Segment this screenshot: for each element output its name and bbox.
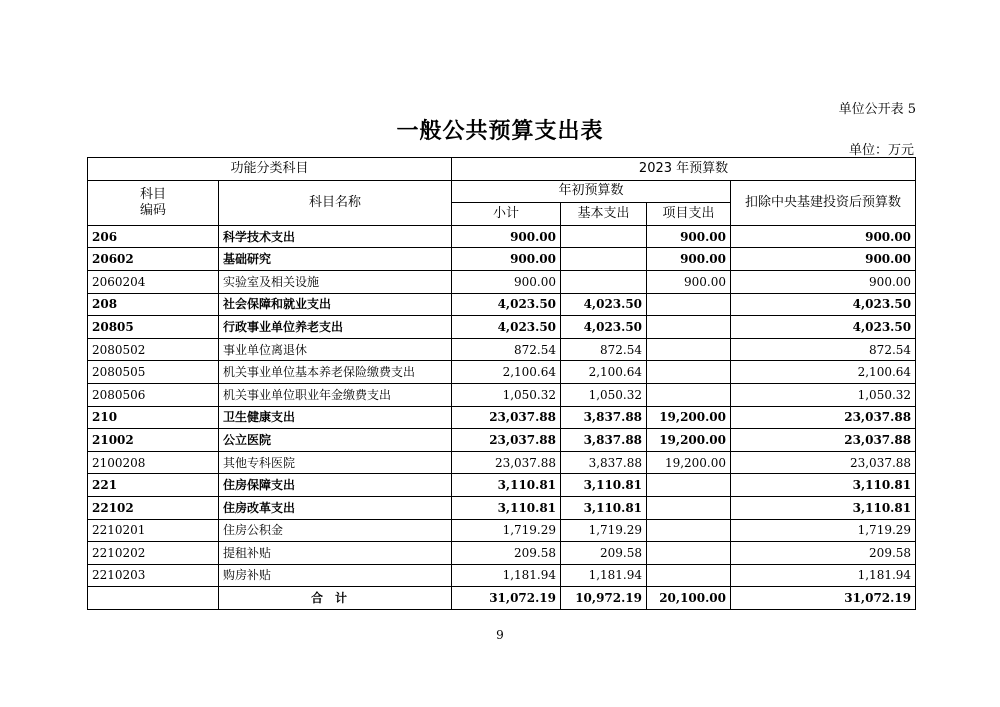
row-project: [647, 361, 731, 384]
row-code: 2080505: [88, 361, 219, 384]
row-after-deduct: 4,023.50: [731, 293, 916, 316]
row-project: [647, 383, 731, 406]
row-name: 机关事业单位基本养老保险缴费支出: [219, 361, 452, 384]
row-after-deduct: 900.00: [731, 225, 916, 248]
row-basic: 872.54: [561, 338, 647, 361]
row-project: 900.00: [647, 270, 731, 293]
row-name: 公立医院: [219, 429, 452, 452]
row-name: 事业单位离退休: [219, 338, 452, 361]
row-project: 19,200.00: [647, 451, 731, 474]
row-name: 卫生健康支出: [219, 406, 452, 429]
row-basic: 3,837.88: [561, 406, 647, 429]
row-code: 206: [88, 225, 219, 248]
row-after-deduct: 209.58: [731, 542, 916, 565]
row-subtotal: 23,037.88: [452, 451, 561, 474]
row-basic: 1,719.29: [561, 519, 647, 542]
row-after-deduct: 900.00: [731, 270, 916, 293]
table-row: [88, 316, 916, 339]
total-row: [88, 587, 916, 610]
row-code: 2210202: [88, 542, 219, 565]
table-row: [88, 338, 916, 361]
subtotal-header: 小计: [452, 203, 561, 226]
row-subtotal: 209.58: [452, 542, 561, 565]
budget-table: [87, 157, 916, 610]
row-basic: 209.58: [561, 542, 647, 565]
row-after-deduct: 1,050.32: [731, 383, 916, 406]
row-code: 208: [88, 293, 219, 316]
table-row: [88, 474, 916, 497]
row-project: [647, 316, 731, 339]
row-code: 2100208: [88, 451, 219, 474]
row-after-deduct: 900.00: [731, 248, 916, 271]
row-code: 20602: [88, 248, 219, 271]
row-basic: 3,110.81: [561, 496, 647, 519]
row-name: 购房补贴: [219, 564, 452, 587]
row-name: 科学技术支出: [219, 225, 452, 248]
row-basic: 1,181.94: [561, 564, 647, 587]
row-name: 住房改革支出: [219, 496, 452, 519]
row-basic: [561, 225, 647, 248]
row-subtotal: 1,719.29: [452, 519, 561, 542]
row-after-deduct: 1,181.94: [731, 564, 916, 587]
row-after-deduct: 1,719.29: [731, 519, 916, 542]
row-code: 2210203: [88, 564, 219, 587]
row-basic: 4,023.50: [561, 293, 647, 316]
row-name: 住房保障支出: [219, 474, 452, 497]
row-after-deduct: 23,037.88: [731, 429, 916, 452]
table-row: [88, 270, 916, 293]
table-row: [88, 225, 916, 248]
table-row: [88, 451, 916, 474]
code-header: 科目 编码: [88, 180, 219, 225]
row-subtotal: 4,023.50: [452, 316, 561, 339]
row-code: 20805: [88, 316, 219, 339]
row-name: 提租补贴: [219, 542, 452, 565]
row-code: 21002: [88, 429, 219, 452]
total-subtotal: 31,072.19: [452, 587, 561, 610]
row-subtotal: 872.54: [452, 338, 561, 361]
page-title: 一般公共预算支出表: [396, 118, 604, 144]
row-project: 19,200.00: [647, 406, 731, 429]
row-basic: [561, 248, 647, 271]
name-header: 科目名称: [219, 180, 452, 225]
table-row: [88, 406, 916, 429]
table-row: [88, 496, 916, 519]
total-code-cell: [88, 587, 219, 610]
row-subtotal: 3,110.81: [452, 496, 561, 519]
table-row: [88, 519, 916, 542]
table-row: [88, 542, 916, 565]
row-after-deduct: 23,037.88: [731, 406, 916, 429]
row-basic: 4,023.50: [561, 316, 647, 339]
row-name: 住房公积金: [219, 519, 452, 542]
row-subtotal: 900.00: [452, 248, 561, 271]
row-basic: 3,837.88: [561, 429, 647, 452]
row-name: 基础研究: [219, 248, 452, 271]
year-group-header: 2023 年预算数: [452, 158, 916, 181]
row-project: 900.00: [647, 225, 731, 248]
row-project: [647, 519, 731, 542]
row-code: 210: [88, 406, 219, 429]
row-subtotal: 2,100.64: [452, 361, 561, 384]
row-after-deduct: 872.54: [731, 338, 916, 361]
row-basic: 3,110.81: [561, 474, 647, 497]
row-subtotal: 900.00: [452, 225, 561, 248]
row-project: [647, 293, 731, 316]
after-deduct-header: 扣除中央基建投资后预算数: [731, 180, 916, 225]
row-basic: 1,050.32: [561, 383, 647, 406]
category-group-header: 功能分类科目: [88, 158, 452, 181]
project-header: 项目支出: [647, 203, 731, 226]
total-basic: 10,972.19: [561, 587, 647, 610]
row-after-deduct: 3,110.81: [731, 496, 916, 519]
row-basic: 3,837.88: [561, 451, 647, 474]
table-row: [88, 383, 916, 406]
row-name: 机关事业单位职业年金缴费支出: [219, 383, 452, 406]
table-row: [88, 248, 916, 271]
row-after-deduct: 23,037.88: [731, 451, 916, 474]
total-project: 20,100.00: [647, 587, 731, 610]
row-project: [647, 496, 731, 519]
row-project: 900.00: [647, 248, 731, 271]
row-project: [647, 564, 731, 587]
page-number: 9: [496, 628, 504, 642]
row-after-deduct: 3,110.81: [731, 474, 916, 497]
row-code: 221: [88, 474, 219, 497]
row-subtotal: 3,110.81: [452, 474, 561, 497]
row-code: 2060204: [88, 270, 219, 293]
row-project: 19,200.00: [647, 429, 731, 452]
row-basic: [561, 270, 647, 293]
row-subtotal: 1,050.32: [452, 383, 561, 406]
table-row: [88, 564, 916, 587]
table-row: [88, 361, 916, 384]
initial-budget-header: 年初预算数: [452, 180, 731, 203]
total-label: 合计: [219, 587, 452, 610]
table-body: [88, 225, 916, 587]
basic-header: 基本支出: [561, 203, 647, 226]
row-project: [647, 474, 731, 497]
row-basic: 2,100.64: [561, 361, 647, 384]
row-subtotal: 23,037.88: [452, 429, 561, 452]
row-project: [647, 542, 731, 565]
row-project: [647, 338, 731, 361]
row-name: 社会保障和就业支出: [219, 293, 452, 316]
form-number: 单位公开表 5: [838, 102, 916, 117]
row-subtotal: 4,023.50: [452, 293, 561, 316]
row-subtotal: 23,037.88: [452, 406, 561, 429]
total-after: 31,072.19: [731, 587, 916, 610]
row-after-deduct: 2,100.64: [731, 361, 916, 384]
row-code: 2080506: [88, 383, 219, 406]
row-subtotal: 900.00: [452, 270, 561, 293]
row-name: 实验室及相关设施: [219, 270, 452, 293]
row-code: 2210201: [88, 519, 219, 542]
row-code: 22102: [88, 496, 219, 519]
row-name: 其他专科医院: [219, 451, 452, 474]
table-row: [88, 293, 916, 316]
table-row: [88, 429, 916, 452]
row-subtotal: 1,181.94: [452, 564, 561, 587]
row-after-deduct: 4,023.50: [731, 316, 916, 339]
row-name: 行政事业单位养老支出: [219, 316, 452, 339]
unit-label: 单位：万元: [848, 143, 914, 158]
row-code: 2080502: [88, 338, 219, 361]
